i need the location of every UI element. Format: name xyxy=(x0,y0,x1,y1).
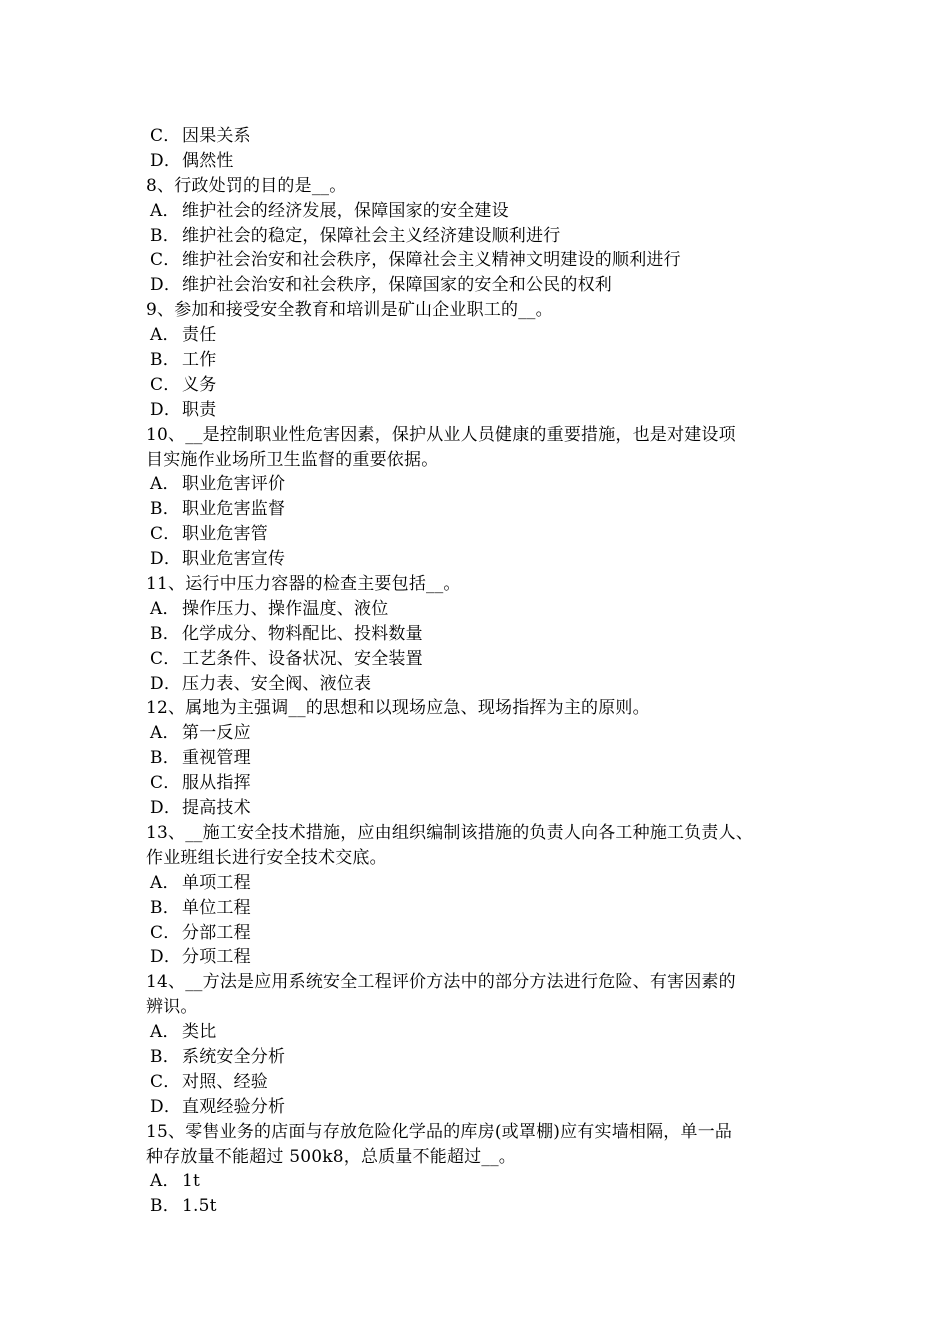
option-text: 职业危害管 xyxy=(182,524,268,545)
answer-option xyxy=(146,522,836,547)
option-text: 化学成分、物料配比、投料数量 xyxy=(182,623,423,644)
answer-option xyxy=(146,721,836,746)
option-letter: B． xyxy=(150,748,180,769)
option-letter: D． xyxy=(150,673,182,694)
option-letter: B． xyxy=(150,499,180,520)
question-text: 11、运行中压力容器的检查主要包括__。 xyxy=(146,574,461,595)
option-letter: B． xyxy=(150,225,180,246)
question-text: 10、__是控制职业性危害因素，保护从业人员健康的重要措施，也是对建设项 xyxy=(146,424,736,445)
question-text: 目实施作业场所卫生监督的重要依据。 xyxy=(146,449,439,470)
answer-option xyxy=(146,622,836,647)
option-text: 义务 xyxy=(182,374,217,395)
answer-option xyxy=(146,398,836,423)
answer-option xyxy=(146,547,836,572)
question-text: 12、属地为主强调__的思想和以现场应急、现场指挥为主的原则。 xyxy=(146,698,650,719)
option-letter: C． xyxy=(150,922,181,943)
answer-option xyxy=(146,497,836,522)
question-text: 13、__施工安全技术措施，应由组织编制该措施的负责人向各工种施工负责人、 xyxy=(146,822,754,843)
answer-option xyxy=(146,871,836,896)
answer-option xyxy=(146,896,836,921)
answer-option xyxy=(146,1095,836,1120)
option-text: 因果关系 xyxy=(182,126,251,146)
question-text: 8、行政处罚的目的是__。 xyxy=(146,175,347,196)
option-letter: C． xyxy=(150,773,181,794)
option-letter: A． xyxy=(150,598,180,619)
answer-option xyxy=(146,921,836,946)
option-letter: D． xyxy=(150,399,182,420)
option-letter: A． xyxy=(150,723,180,744)
option-text: 维护社会的经济发展，保障国家的安全建设 xyxy=(182,200,509,221)
answer-option xyxy=(146,149,836,174)
option-letter: A． xyxy=(150,872,180,893)
question-text: 辨识。 xyxy=(146,997,198,1018)
option-text: 责任 xyxy=(182,325,217,346)
answer-option xyxy=(146,373,836,398)
option-text: 维护社会治安和社会秩序，保障社会主义精神文明建设的顺利进行 xyxy=(182,250,681,271)
option-text: 对照、经验 xyxy=(182,1071,268,1092)
question-text: 作业班组长进行安全技术交底。 xyxy=(146,847,387,868)
option-text: 职业危害评价 xyxy=(182,474,286,495)
option-text: 维护社会治安和社会秩序，保障国家的安全和公民的权利 xyxy=(182,275,612,296)
option-letter: A． xyxy=(150,200,180,221)
question-text: 15、零售业务的店面与存放危险化学品的库房(或罩棚)应有实墙相隔，单一品 xyxy=(146,1121,733,1142)
option-text: 重视管理 xyxy=(182,748,251,769)
option-text: 系统安全分析 xyxy=(182,1046,286,1067)
question-text: 14、__方法是应用系统安全工程评价方法中的部分方法进行危险、有害因素的 xyxy=(146,972,736,993)
option-letter: C． xyxy=(150,524,181,545)
option-letter: A． xyxy=(150,325,180,346)
answer-option xyxy=(146,647,836,672)
option-text: 直观经验分析 xyxy=(182,1096,286,1117)
option-text: 工作 xyxy=(182,350,217,371)
option-letter: D． xyxy=(150,947,182,968)
answer-option xyxy=(146,124,836,149)
answer-option xyxy=(146,1169,836,1194)
option-letter: A． xyxy=(150,1022,180,1043)
option-letter: B． xyxy=(150,1196,180,1217)
option-text: 职业危害宣传 xyxy=(182,549,286,570)
option-text: 偶然性 xyxy=(182,150,234,171)
option-text: 单项工程 xyxy=(182,872,251,893)
answer-option xyxy=(146,1070,836,1095)
question-text: 种存放量不能超过 500k8，总质量不能超过__。 xyxy=(146,1146,516,1167)
answer-option xyxy=(146,796,836,821)
option-text: 1.5t xyxy=(182,1196,217,1217)
answer-option xyxy=(146,248,836,273)
option-text: 1t xyxy=(182,1171,201,1192)
option-letter: C． xyxy=(150,250,181,271)
option-letter: C． xyxy=(150,374,181,395)
answer-option xyxy=(146,323,836,348)
option-letter: B． xyxy=(150,350,180,371)
answer-option xyxy=(146,597,836,622)
answer-option xyxy=(146,945,836,970)
answer-option xyxy=(146,472,836,497)
answer-option xyxy=(146,672,836,697)
answer-option xyxy=(146,348,836,373)
option-letter: D． xyxy=(150,275,182,296)
option-letter: D． xyxy=(150,798,182,819)
answer-option xyxy=(146,199,836,224)
option-text: 单位工程 xyxy=(182,897,251,918)
answer-option xyxy=(146,224,836,249)
option-letter: D． xyxy=(150,1096,182,1117)
option-text: 第一反应 xyxy=(182,723,251,744)
document-body xyxy=(146,124,836,1219)
option-letter: D． xyxy=(150,549,182,570)
option-text: 分项工程 xyxy=(182,947,251,968)
answer-option xyxy=(146,273,836,298)
option-text: 维护社会的稳定，保障社会主义经济建设顺利进行 xyxy=(182,225,561,246)
answer-option xyxy=(146,1020,836,1045)
option-text: 职责 xyxy=(182,399,217,420)
answer-option xyxy=(146,771,836,796)
option-text: 分部工程 xyxy=(182,922,251,943)
option-letter: A． xyxy=(150,474,180,495)
option-letter: A． xyxy=(150,1171,180,1192)
option-letter: B． xyxy=(150,623,180,644)
option-text: 提高技术 xyxy=(182,798,251,819)
option-text: 工艺条件、设备状况、安全装置 xyxy=(182,648,423,669)
option-text: 职业危害监督 xyxy=(182,499,286,520)
option-letter: B． xyxy=(150,897,180,918)
option-letter: B． xyxy=(150,1046,180,1067)
answer-option xyxy=(146,746,836,771)
option-letter: C． xyxy=(150,126,181,146)
option-letter: C． xyxy=(150,1071,181,1092)
answer-option xyxy=(146,1045,836,1070)
option-text: 类比 xyxy=(182,1022,217,1043)
option-letter: D． xyxy=(150,150,182,171)
answer-option xyxy=(146,1194,836,1219)
option-text: 服从指挥 xyxy=(182,773,251,794)
option-letter: C． xyxy=(150,648,181,669)
question-text: 9、参加和接受安全教育和培训是矿山企业职工的__。 xyxy=(146,300,553,321)
option-text: 操作压力、操作温度、液位 xyxy=(182,598,389,619)
option-text: 压力表、安全阀、液位表 xyxy=(182,673,372,694)
